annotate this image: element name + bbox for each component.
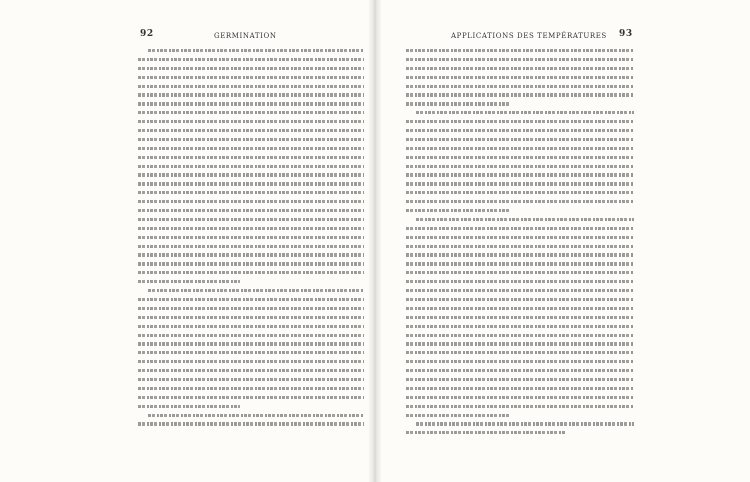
- text-line: [138, 250, 364, 259]
- text-line: [138, 99, 364, 108]
- text-line: [138, 64, 364, 73]
- text-line: [406, 108, 634, 117]
- text-line: [138, 366, 364, 375]
- text-line: [138, 393, 364, 402]
- text-line: [406, 90, 634, 99]
- text-line: [138, 170, 364, 179]
- text-line: [138, 188, 364, 197]
- text-line: [406, 357, 634, 366]
- text-line: [138, 90, 364, 99]
- text-line: [406, 419, 634, 428]
- text-line: [406, 250, 634, 259]
- text-line: [406, 313, 634, 322]
- text-line: [406, 153, 634, 162]
- text-line: [406, 304, 634, 313]
- text-line: [406, 295, 634, 304]
- text-line: [406, 375, 634, 384]
- text-line: [406, 242, 634, 251]
- text-line: [138, 233, 364, 242]
- text-line: [406, 135, 634, 144]
- text-line: [406, 331, 634, 340]
- book-gutter: [368, 0, 382, 482]
- text-line: [406, 322, 634, 331]
- text-line: [138, 108, 364, 117]
- text-line: [406, 55, 634, 64]
- text-line: [406, 393, 634, 402]
- text-line: [138, 55, 364, 64]
- text-line: [406, 126, 634, 135]
- text-line: [138, 153, 364, 162]
- text-line: [138, 313, 364, 322]
- text-line: [138, 197, 364, 206]
- text-line: [406, 348, 634, 357]
- text-line: [138, 179, 364, 188]
- text-line: [138, 304, 364, 313]
- text-line: [138, 419, 364, 428]
- text-line: [406, 46, 634, 55]
- text-line: [406, 188, 634, 197]
- text-line: [138, 411, 364, 420]
- text-line: [138, 144, 364, 153]
- text-line: [406, 339, 634, 348]
- text-line: [138, 224, 364, 233]
- right-page: [375, 0, 750, 482]
- text-line: [406, 268, 634, 277]
- text-line: [138, 384, 364, 393]
- text-line: [138, 295, 364, 304]
- right-page-number: 93: [619, 29, 633, 39]
- text-line: [138, 135, 364, 144]
- text-line: [138, 339, 364, 348]
- text-line: [406, 99, 634, 108]
- text-line: [406, 277, 634, 286]
- text-line: [406, 144, 634, 153]
- text-line: [406, 224, 634, 233]
- text-line: [406, 411, 634, 420]
- text-line: [406, 428, 634, 437]
- text-line: [138, 277, 364, 286]
- text-line: [406, 402, 634, 411]
- text-line: [138, 357, 364, 366]
- left-page-number: 92: [140, 29, 154, 39]
- text-line: [406, 179, 634, 188]
- text-line: [138, 46, 364, 55]
- text-line: [406, 215, 634, 224]
- text-line: [406, 64, 634, 73]
- text-line: [406, 162, 634, 171]
- text-line: [138, 73, 364, 82]
- text-line: [406, 206, 634, 215]
- text-line: [138, 215, 364, 224]
- text-line: [406, 366, 634, 375]
- text-line: [138, 268, 364, 277]
- text-line: [138, 82, 364, 91]
- right-running-head: APPLICATIONS DES TEMPÉRATURES: [451, 32, 607, 40]
- text-line: [406, 233, 634, 242]
- text-line: [138, 259, 364, 268]
- text-line: [406, 384, 634, 393]
- text-line: [138, 286, 364, 295]
- text-line: [406, 82, 634, 91]
- text-line: [406, 117, 634, 126]
- left-body-text: [138, 46, 364, 428]
- text-line: [406, 170, 634, 179]
- text-line: [138, 375, 364, 384]
- left-running-head: GERMINATION: [214, 32, 277, 40]
- text-line: [138, 402, 364, 411]
- text-line: [406, 197, 634, 206]
- text-line: [138, 348, 364, 357]
- text-line: [406, 259, 634, 268]
- text-line: [138, 206, 364, 215]
- right-body-text: [406, 46, 634, 437]
- text-line: [138, 331, 364, 340]
- text-line: [138, 162, 364, 171]
- text-line: [406, 73, 634, 82]
- text-line: [138, 126, 364, 135]
- text-line: [406, 286, 634, 295]
- text-line: [138, 322, 364, 331]
- text-line: [138, 117, 364, 126]
- text-line: [138, 242, 364, 251]
